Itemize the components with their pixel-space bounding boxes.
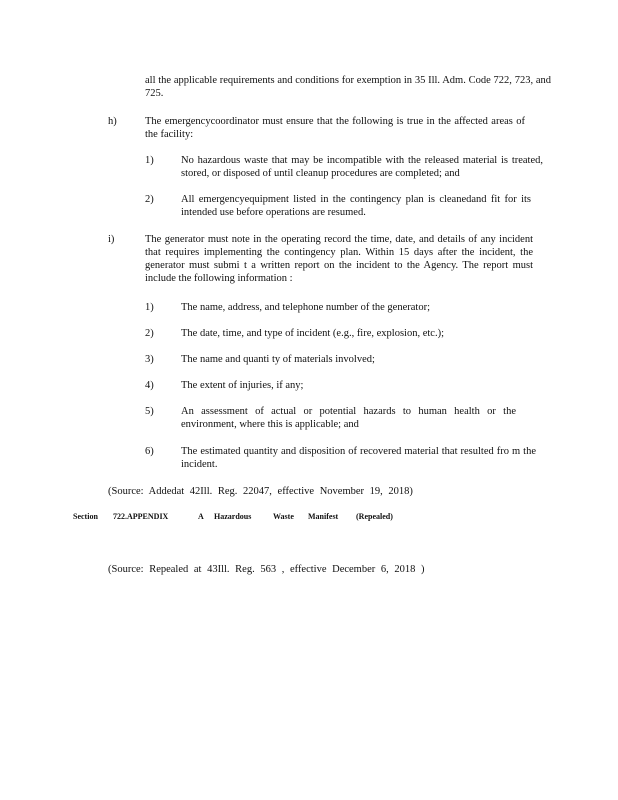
item-i-paragraph: The generator must note in the operating record the time, date, and details of any incident that requires implementing the contingency plan. Within 15 days after the incident, the generator must submi t a written report on the incident to the Agency. The report must include the following information : (145, 234, 533, 284)
item-i-2-marker: 2) (145, 328, 154, 339)
item-i-4-marker: 4) (145, 380, 154, 391)
title-word-manifest: Manifest (308, 512, 339, 521)
item-i-6-marker: 6) (145, 446, 154, 457)
item-i-1-marker: 1) (145, 302, 154, 313)
item-i-5-paragraph: An assessment of actual or potential hazards to human health or the environment, where this is applicable; and (181, 406, 516, 430)
title-word-hazardous: Hazardous (214, 512, 252, 521)
item-h-paragraph: The emergencycoordinator must ensure that the following is true in the affected areas of the facility: (145, 116, 525, 140)
section-status: (Repealed) (356, 512, 393, 521)
item-h-2-paragraph: All emergencyequipment listed in the contingency plan is cleanedand fit for its intended use before operations are resumed. (181, 194, 531, 218)
item-h-1-marker: 1) (145, 155, 154, 166)
continuation-paragraph: all the applicable requirements and conditions for exemption in 35 Ill. Adm. Code 722, 723, and 725. (145, 75, 551, 99)
item-i-5-marker: 5) (145, 406, 154, 417)
item-i-3-marker: 3) (145, 354, 154, 365)
item-i-4-paragraph: The extent of injuries, if any; (181, 380, 304, 391)
item-i-1-paragraph: The name, address, and telephone number of the generator; (181, 302, 430, 313)
item-i-2-paragraph: The date, time, and type of incident (e.g., fire, explosion, etc.); (181, 328, 444, 339)
item-i-6-paragraph: The estimated quantity and disposition of recovered material that resulted fro m the incident. (181, 446, 536, 470)
item-i-marker: i) (108, 234, 115, 245)
section-label: Section (73, 512, 98, 521)
source-note-added: (Source: Addedat 42Ill. Reg. 22047, effective November 19, 2018) (108, 486, 413, 497)
item-i-3-paragraph: The name and quanti ty of materials involved; (181, 354, 375, 365)
title-word-waste: Waste (273, 512, 294, 521)
item-h-marker: h) (108, 116, 117, 127)
source-note-repealed: (Source: Repealed at 43Ill. Reg. 563 , effective December 6, 2018 ) (108, 564, 425, 575)
item-h-1-paragraph: No hazardous waste that may be incompatible with the released material is treated, stored, or disposed of until cleanup procedures are completed; and (181, 155, 543, 179)
item-h-2-marker: 2) (145, 194, 154, 205)
section-heading (0, 512, 618, 524)
section-number: 722.APPENDIX (113, 512, 169, 521)
appendix-letter: A (198, 512, 204, 521)
